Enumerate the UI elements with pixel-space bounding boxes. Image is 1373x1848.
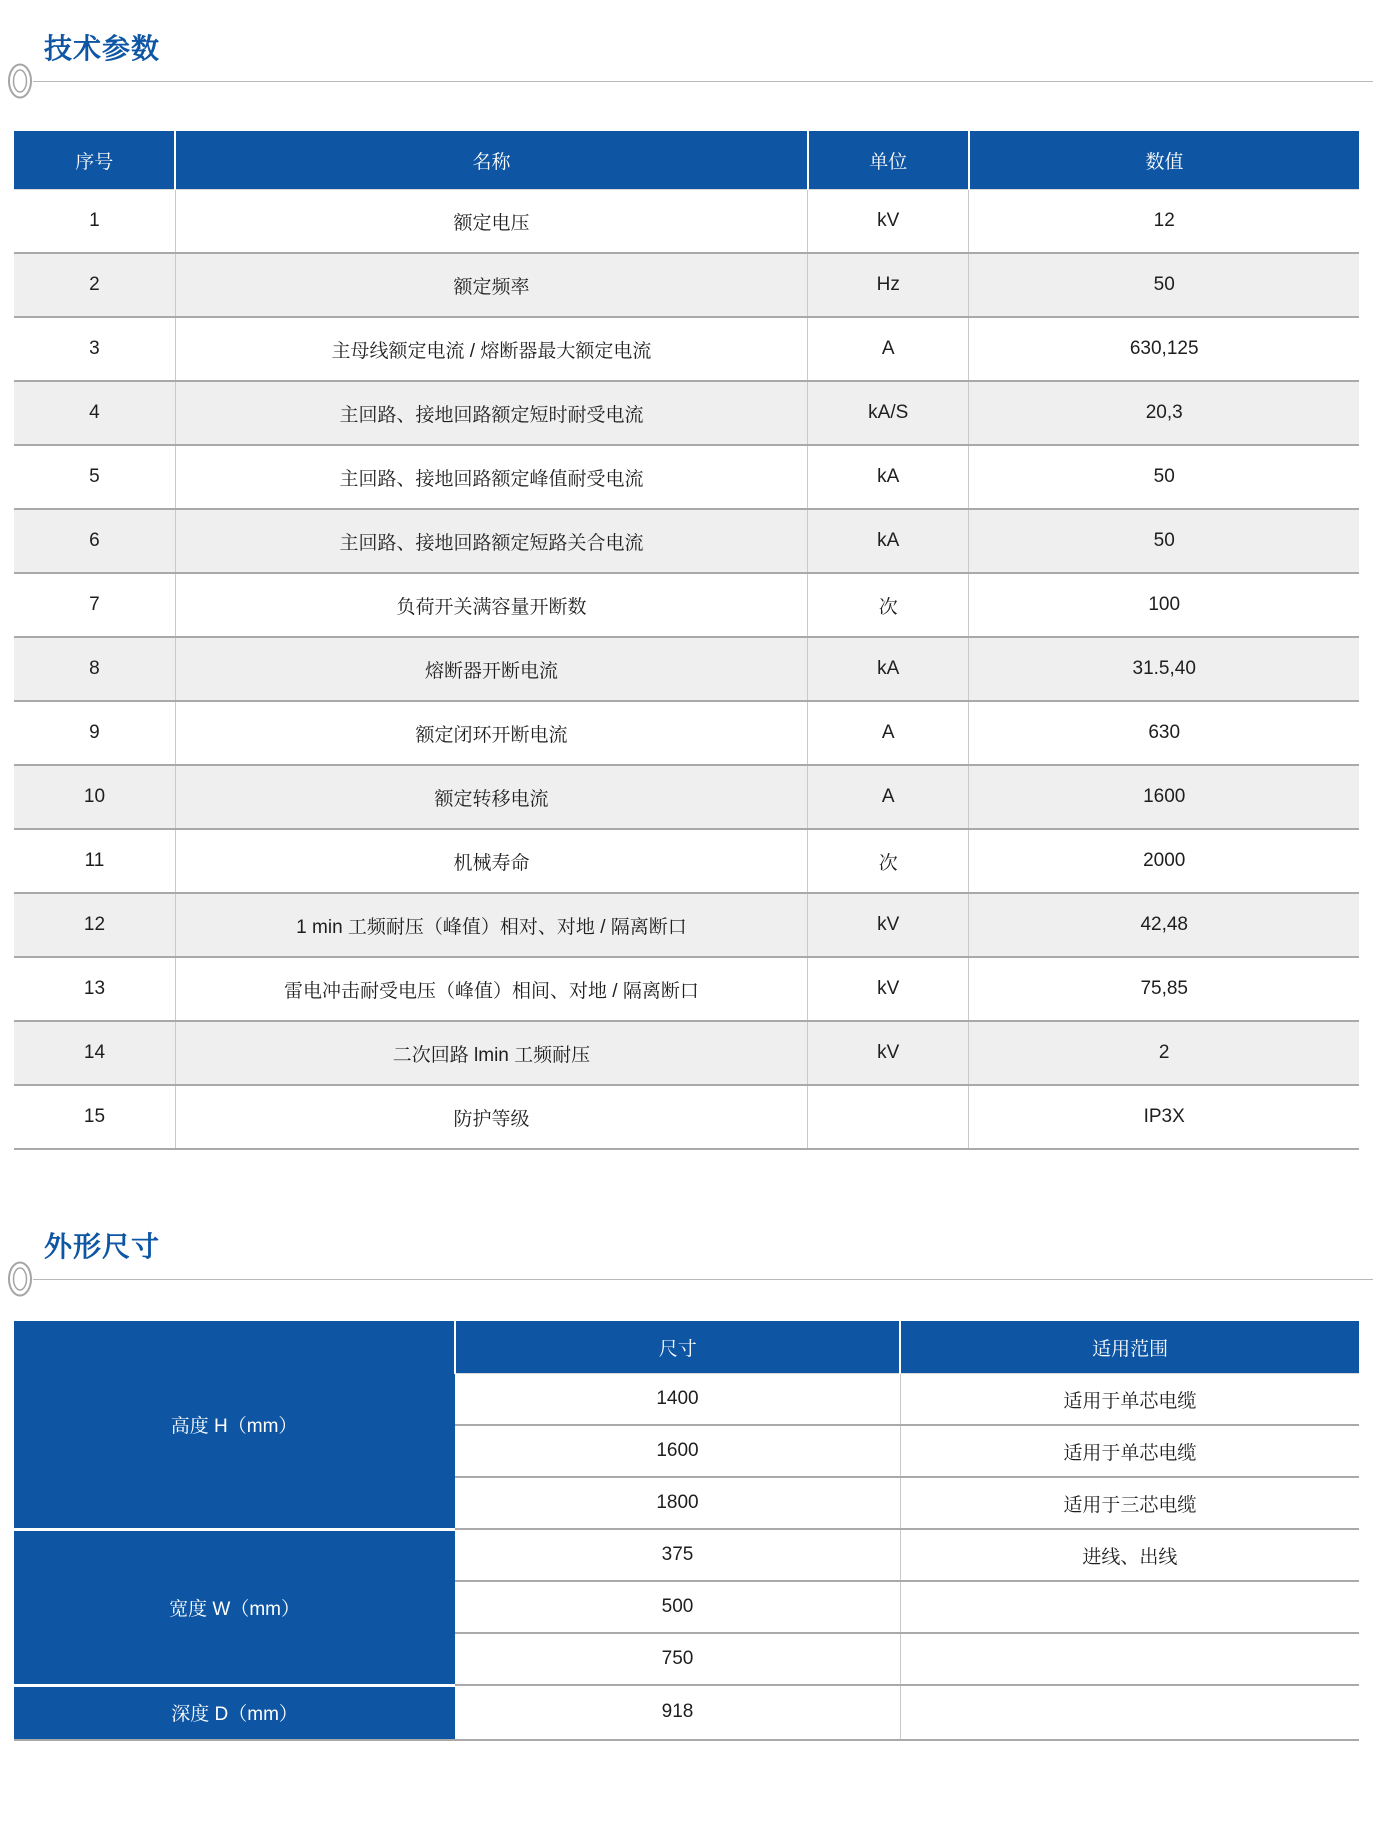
table-row (14, 1021, 1359, 1085)
name-cell: 主回路、接地回路额定短时耐受电流 (175, 381, 807, 445)
size-cell: 750 (455, 1633, 900, 1685)
range-cell: 进线、出线 (900, 1529, 1359, 1581)
ring-icon (7, 62, 33, 100)
unit-cell: kA (808, 509, 969, 573)
dimensions-table (14, 1321, 1359, 1741)
unit-cell: Hz (808, 253, 969, 317)
table-row (14, 701, 1359, 765)
column-header-unit: 单位 (808, 131, 969, 190)
name-cell: 防护等级 (175, 1085, 807, 1149)
group-label-depth: 深度 D（mm） (14, 1685, 455, 1740)
value-cell: 50 (969, 509, 1359, 573)
technical-parameters-table (14, 131, 1359, 1150)
seq-cell: 12 (14, 893, 175, 957)
section-title: 外形尺寸 (44, 1231, 161, 1262)
range-cell (900, 1581, 1359, 1633)
table-header-row (14, 131, 1359, 190)
name-cell: 额定转移电流 (175, 765, 807, 829)
table-row (14, 1529, 1359, 1581)
seq-cell: 13 (14, 957, 175, 1021)
range-cell (900, 1685, 1359, 1740)
range-cell: 适用于单芯电缆 (900, 1425, 1359, 1477)
seq-cell: 4 (14, 381, 175, 445)
column-header-index: 序号 (14, 131, 175, 190)
value-cell: 50 (969, 253, 1359, 317)
table-row (14, 1685, 1359, 1740)
unit-cell: kV (808, 1021, 969, 1085)
section-rule-line (33, 1279, 1373, 1280)
seq-cell: 7 (14, 573, 175, 637)
table-row (14, 829, 1359, 893)
group-label-width: 宽度 W（mm） (14, 1529, 455, 1685)
size-cell: 500 (455, 1581, 900, 1633)
value-cell: 75,85 (969, 957, 1359, 1021)
value-cell: 630 (969, 701, 1359, 765)
unit-cell: 次 (808, 573, 969, 637)
seq-cell: 10 (14, 765, 175, 829)
size-cell: 1800 (455, 1477, 900, 1529)
size-cell: 375 (455, 1529, 900, 1581)
name-cell: 主回路、接地回路额定短路关合电流 (175, 509, 807, 573)
ring-icon (7, 1260, 33, 1298)
name-cell: 熔断器开断电流 (175, 637, 807, 701)
seq-cell: 9 (14, 701, 175, 765)
unit-cell: kA (808, 445, 969, 509)
column-header-name: 名称 (175, 131, 807, 190)
name-cell: 1 min 工频耐压（峰值）相对、对地 / 隔离断口 (175, 893, 807, 957)
range-cell: 适用于三芯电缆 (900, 1477, 1359, 1529)
table-row (14, 893, 1359, 957)
unit-cell: 次 (808, 829, 969, 893)
seq-cell: 1 (14, 190, 175, 254)
size-cell: 1600 (455, 1425, 900, 1477)
seq-cell: 2 (14, 253, 175, 317)
size-cell: 918 (455, 1685, 900, 1740)
value-cell: 1600 (969, 765, 1359, 829)
value-cell: 630,125 (969, 317, 1359, 381)
value-cell: 12 (969, 190, 1359, 254)
seq-cell: 14 (14, 1021, 175, 1085)
table-row (14, 957, 1359, 1021)
section-rule (0, 1259, 1373, 1299)
group-label-height: 高度 H（mm） (14, 1321, 455, 1529)
name-cell: 负荷开关满容量开断数 (175, 573, 807, 637)
table-header-row (14, 1321, 1359, 1374)
value-cell: 2 (969, 1021, 1359, 1085)
value-cell: 50 (969, 445, 1359, 509)
unit-cell: kA/S (808, 381, 969, 445)
name-cell: 额定电压 (175, 190, 807, 254)
section-title: 技术参数 (44, 33, 161, 64)
seq-cell: 6 (14, 509, 175, 573)
table-row (14, 381, 1359, 445)
unit-cell (808, 1085, 969, 1149)
seq-cell: 15 (14, 1085, 175, 1149)
table-row (14, 637, 1359, 701)
unit-cell: kA (808, 637, 969, 701)
size-cell: 1400 (455, 1374, 900, 1426)
name-cell: 雷电冲击耐受电压（峰值）相间、对地 / 隔离断口 (175, 957, 807, 1021)
table-row (14, 445, 1359, 509)
unit-cell: kV (808, 957, 969, 1021)
value-cell: 20,3 (969, 381, 1359, 445)
name-cell: 机械寿命 (175, 829, 807, 893)
unit-cell: kV (808, 190, 969, 254)
name-cell: 额定频率 (175, 253, 807, 317)
name-cell: 额定闭环开断电流 (175, 701, 807, 765)
seq-cell: 11 (14, 829, 175, 893)
unit-cell: A (808, 701, 969, 765)
value-cell: 42,48 (969, 893, 1359, 957)
unit-cell: A (808, 765, 969, 829)
section-outline-dimensions (0, 1150, 1373, 1741)
table-row (14, 190, 1359, 254)
table-row (14, 509, 1359, 573)
section-rule-line (33, 81, 1373, 82)
value-cell: IP3X (969, 1085, 1359, 1149)
column-header-range: 适用范围 (900, 1321, 1359, 1374)
seq-cell: 8 (14, 637, 175, 701)
column-header-value: 数值 (969, 131, 1359, 190)
table-row (14, 253, 1359, 317)
seq-cell: 5 (14, 445, 175, 509)
range-cell (900, 1633, 1359, 1685)
seq-cell: 3 (14, 317, 175, 381)
section-rule (0, 61, 1373, 101)
column-header-size: 尺寸 (455, 1321, 900, 1374)
name-cell: 主回路、接地回路额定峰值耐受电流 (175, 445, 807, 509)
table-row (14, 765, 1359, 829)
name-cell: 二次回路 lmin 工频耐压 (175, 1021, 807, 1085)
value-cell: 2000 (969, 829, 1359, 893)
value-cell: 31.5,40 (969, 637, 1359, 701)
value-cell: 100 (969, 573, 1359, 637)
unit-cell: kV (808, 893, 969, 957)
unit-cell: A (808, 317, 969, 381)
table-row (14, 317, 1359, 381)
name-cell: 主母线额定电流 / 熔断器最大额定电流 (175, 317, 807, 381)
table-row (14, 1085, 1359, 1149)
table-row (14, 573, 1359, 637)
range-cell: 适用于单芯电缆 (900, 1374, 1359, 1426)
